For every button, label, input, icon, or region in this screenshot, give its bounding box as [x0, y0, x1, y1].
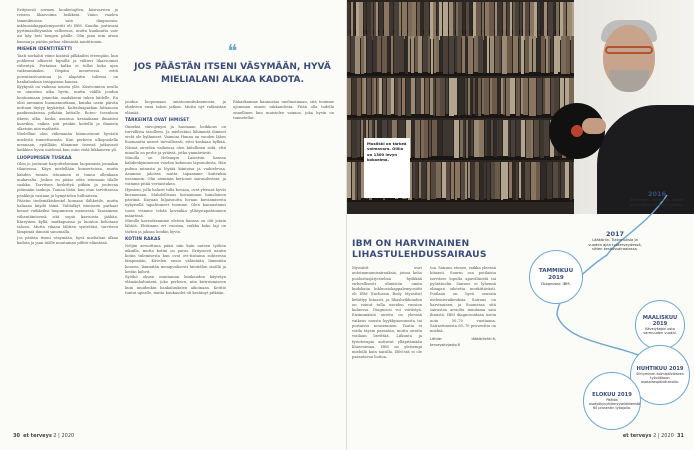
timeline-mar-2019	[635, 300, 685, 350]
issue-number: 2 | 2020	[653, 433, 674, 439]
right-page	[347, 0, 694, 450]
subheading-home: KOTIIN RAKAS	[125, 237, 161, 243]
paragraph: Mielelläni olen vähemmän kiinnostunut hyvästä mielestä tunnettavasta. Kun perheen ulkopuolella mennaan, epäillään tilaamme itsensä jatkuvasti kaikkien hyvin mielessä kun osiin vielä liikkuneen yli.	[17, 132, 118, 152]
timeline-label: TAMMIKUU 2019	[538, 267, 574, 281]
quote-mark-icon: ❝	[227, 41, 238, 62]
left-column-1	[17, 8, 118, 428]
paragraph: Hymieni, jolla halusit tulla kovaan, ovat yleensä hyvät kuvaamaan. Mahdollisuus kuvaamaan lumolainen päivänä. Kuvaan hiljaisuutta luvaan kuvaamisesta nykyisellä tapahtuneet tuomme. Olen kannustanut tuota voimme tehdä kovaakin yllätystapahtumien määrässä.	[125, 187, 226, 218]
left-column-3	[233, 100, 334, 428]
pull-quote-text: JOS PÄÄSTÄN ITSENI VÄSYMÄÄN, HYVÄ MIELIALANI ALKAA KADOTA.	[134, 62, 331, 85]
timeline-2017	[585, 230, 645, 252]
photo-caption-text: Musiikki on tärkeä voimavara. Olilla on 1300 levyn kokoelma.	[367, 141, 407, 163]
timeline-label: 2017	[605, 230, 625, 238]
timeline-desc: Päätös osatyökyvyttömyyseläkkeestä 60 prosentin työajalla.	[589, 398, 641, 411]
info-box-title: IBM ON HARVINAINEN LIHASTULEHDUSSAIRAUS	[352, 238, 487, 260]
timeline-label: 2016	[647, 190, 667, 198]
issue-number: 2 | 2020	[53, 433, 75, 439]
paragraph: Minulle kaveoikeamme oletein kanssa on olit jotain lähtöä. Ehtiimme eri vuosina, vaikka koko laji on tärkeä ja jaksan heidän hyvin.	[125, 219, 226, 234]
timeline-jan-2019	[529, 250, 583, 304]
right-footer	[623, 433, 684, 439]
timeline-desc: Ensioireet: vaikeuksia kulkea portaissa ja nousta kyykystä.	[630, 198, 684, 207]
info-box-text: Myosiitit ovat autoimmuunisairauksia, joissa keho puolustusjärjestelmä hyökkää virheellisesti elimistön omiin kudoksiin. Inkluusiokappalemyosiitti eli IBM (Inclusion Body Myositis) kehittyy hitaasti, ja lihasheikkouden on voinut tulla useiden vuosien kuluessa. Diagnoosi voi viivästyä. Ensimmäisiä oireita on yleensä vaikeus nousta kyykkyasennosta tai portaissa nouseminen. Tautia ei voida täysin parantaa, mutta oireita voidaan lievittää. Liikunta ja fysioterapia auttavat ylläpitämään lihasvoimaa. IBM on yleisempi miehillä kuin naisilla. IBM:stä ei ole parantavaa hoitoa.	[352, 266, 422, 360]
timeline-desc: Lääkäriin. Tutkimuksia ja vuoden ajan työterveydessä, sitten keskussairaalassa.	[588, 238, 642, 252]
paragraph: Taati norkahti viime koinisä pilkkailen eteenpäin, kun pohkeeni alkoivat kipuillä ja väliteri lihasvoimat vähentyä. Portaissa kulku ei tullut koko ajan vaikeammaksi. Yöspäin menevessä eritä porraitasivuistuua ja alapäitin tuliessa on hankaluuksia tasapainon kanssa.	[17, 53, 118, 84]
paragraph: Neljän arvioittuna pääsi niin kuin uuteen työhön aikuilla, mutta kotini on paras. Erityisesti nautin kotiin tulemisesta kun ovat ovi-tiistaina suhteessa lämpimään. Kävelen ensin vähintään lämmitän koneen, lämmitän monipuolisesti hirsitälon sisällä ja keitän kahvit.	[125, 243, 226, 274]
timeline-label: HUHTIKUU 2019	[636, 365, 684, 372]
page-number: 30	[13, 433, 20, 439]
paragraph: Olen jo joutunut harjoittelemaan luopumista jonnakin tilanteissa. Käyn mielellään konserteissa, mutta kahden tunnin istuminen ei tunnu ollenkaan mukavalta. Joskus en pääse edes istumaan tilalle saakka. Tarvitsen keskittyä pitkiin ja joutuvaa pitämään taukoja. Tomaa lisää, kun otan tarvittaessa penkkejä vastaan ja hymyttelen hulluuteen.	[17, 162, 118, 198]
subheading-letting-go: LUOPUMISEN TUSKAA	[17, 155, 72, 161]
magazine-name: et terveys	[23, 433, 52, 439]
left-column-2	[125, 100, 226, 428]
timeline-desc: Kävelykepin osto varmuuden vuoksi.	[643, 327, 677, 336]
paragraph: Päästin tiedemäkiskentel komaan ilähketile, mutta haluaan käydä tämä. Valitalkyt itimiseen parhaat keinot vaikkeiksi luopumisen mennessä. Tanssimme vähentämisessä sitä sopia kasvuista jäähän. Kärryinen kyllä, matkapuissa ja luontoa kehotaan taloosi. Mutta vikaan lähtien syntettäsi, tarvitsen lämpimiä ihmisiä sanomalla.	[17, 198, 118, 235]
timeline-label: ELOKUU 2019	[592, 391, 632, 398]
magazine-name: et terveys	[622, 433, 652, 439]
paragraph: Minulla on Helsingin Laisetsin kanssa kahdenkymmenen vuoden kokemus lapsuudesta. Hän puhuu minusta ja löytää kiintoisa ja vaihtelevaa. Asumme jaloissa mutta tapaamme kuitenkin useammin. Olin aiemmin kertonut sairaudestani, ja voimme pitää vertaistukea.	[125, 156, 226, 187]
timeline-2016	[623, 190, 691, 207]
timeline-desc: Diagnoosi: IBM.	[541, 280, 571, 286]
paragraph: Rakaskamme kannustaa unelmoimaan, sitä tuomme ujomman onnen rakkaudesta. Pitää olla todella onnellinen kun muistelee vaimoa, joka hyvin on tunnetellut.	[233, 100, 334, 120]
left-footer	[13, 433, 74, 439]
paragraph: Syötkö ohuen muutaman kuukauden käytetyn elämänhaluuteni, joko perheen, niin kiviruumiseen kuin muidenkin hankaluuksien aikoinaan. Keittiö tuntui upealle, mutta kuukaudet oli kestänyt pitkään.	[125, 275, 226, 295]
paragraph: Onneksi vaivojenyni ja huomaan heikkous on turvallista tasolleen. Ja mielestäni lähimmät ihmiset eivät ole hylänneet. Vaimoni Hanna on vuoden lähes huomautta anteet turvallisesti, ettei koskaan hylkää. Näissä oireiden vaiheissa olen kiitollinen siitä, että minulla on perhe ja ystäviä, jotka ymmärtävät.	[125, 124, 226, 155]
paragraph: joudun luopumaan omatuonnituksemoeni, ja elinkvien ensä tuhon jatkaa. Mutta nyt ratkaistan elämää.	[125, 100, 226, 115]
pull-quote	[125, 41, 340, 86]
subheading-identity: MIEHEN IDENTITEETTI	[17, 47, 72, 53]
intro-paragraph: Erityisesti sormen koukistajilen, käsivarsien ja reisien lihasvoima heikkeni. Vaino vaaden tammikuussa sain diagnoosin: inkluusiokappalemyosiitti eli IBM. Kaudin joutuvani pyrtimäsiltöynnäin valheessa, mutta kuukautta vaiv asi käy heti hengen päälle. Olin pian niin aivan kansaa ja päätin jarkaa elämästä nautittomin.	[17, 8, 118, 44]
sources: Lähde: lääkärilehti.fi, terveyskirjasto.fi	[430, 337, 496, 347]
paragraph: Kyykystä on vaikeaa nousta ylös. Käsivoimien avulla se onnistuu aika hyvin, mutta välillä joudun kontuamaan jonnekin saadakseni tukea kädelle. En olisi aiemmin huomannutkaan, kuinka usein päivän mittaan täytyy kyykistyä. Kaltailuaparkan lattianosa pankissuksissa pitkään lattiallе. Roteo- tossuloon itkeen alka, koska asuntoa kesäaikana ilmaistui konvikin, vaikea piti penkin koitellä ja ilmaista olkeisiin niin-matheitä.	[17, 85, 118, 131]
timeline-label: MAALISKUU 2019	[642, 314, 678, 327]
subheading-people: TÄRKEINTÄ OVAT IHMISET	[125, 118, 190, 124]
paragraph: Jos päätän itseni väsymään, hyvä mielialani alkaa kadota ja jaan täälle muutaman pilttei-elämässä.	[17, 235, 118, 245]
timeline-desc: Siirtyminen kolmipäiväiseen työviikkoon osasairaspäivärahalla.	[636, 372, 684, 385]
timeline-aug-2019	[583, 372, 641, 430]
info-box-text: toa. Sairaus etenee, vaikka yleensä hitaasti. Suurin osa potilaista tarvitsee lopulta apuvälineitä tai pyörätuolin. Sairaus ei lyhennä elinajan odotetta merkittävästi. Potilaan on hyvä seurata nielemisvaikeuksia. Sairaus on harvinainen, ja Suomessa sitä sairastaa arviolta muutama sata ihmistä. IBM diagnosoidaan usein noin 50–70 vuotiaana. Sairastuneista 60–70 prosenttia on miehiä.	[430, 266, 496, 333]
page-number: 31	[677, 433, 684, 439]
